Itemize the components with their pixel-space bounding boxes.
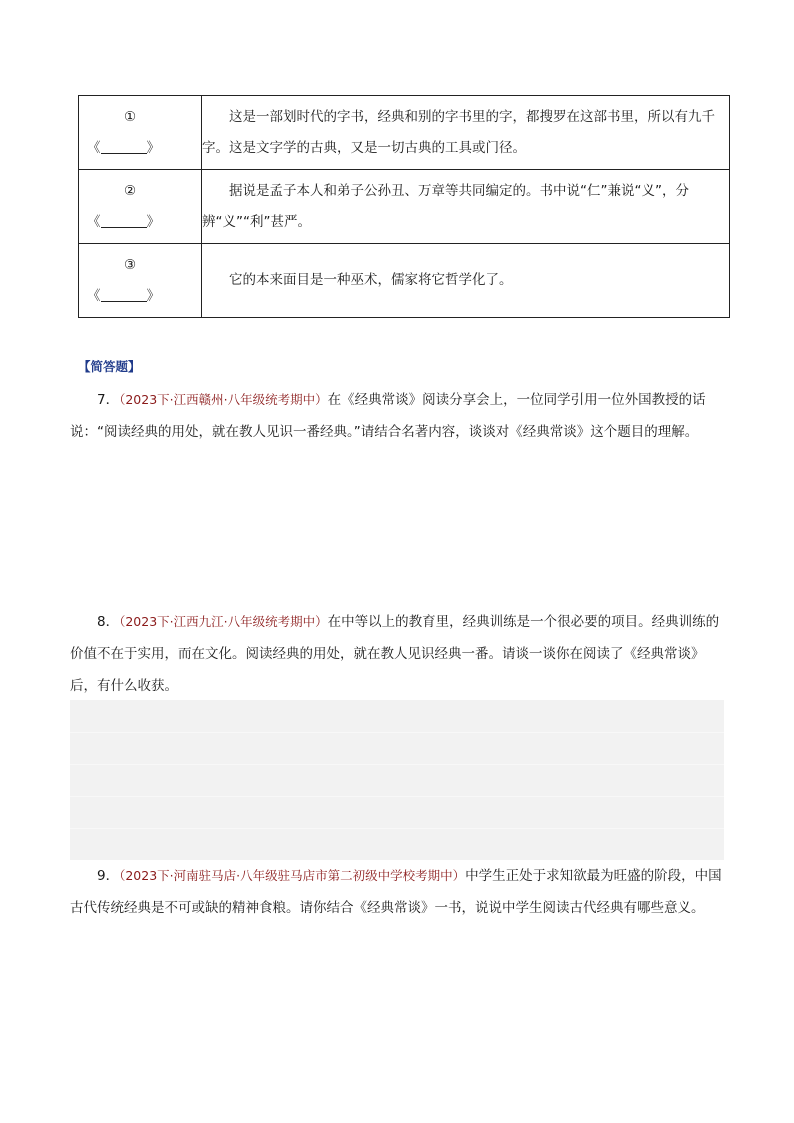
question-number: 7．	[97, 392, 120, 408]
blank-cell	[79, 96, 202, 170]
question-source: （2023下·江西九江·八年级统考期中）	[119, 614, 328, 629]
book-description: 据说是孟子本人和弟子公孙丑、万章等共同编定的。书中说“仁”兼说“义”，分辨“义”“利”甚严。	[202, 182, 689, 230]
table-row	[79, 244, 730, 318]
table-row	[79, 96, 730, 170]
question-text: 中学生正处于求知欲最为旺盛的阶段，中国古代传统经典是不可或缺的精神食粮。请你结合《经典常谈》一书，说说中学生阅读古代经典有哪些意义。	[70, 868, 722, 916]
book-description: 这是一部划时代的字书，经典和别的字书里的字，都搜罗在这部书里，所以有九千字。这是文字学的古典，又是一切古典的工具或门径。	[202, 108, 715, 156]
question-source: （2023下·江西赣州·八年级统考期中）	[119, 392, 328, 407]
blank-cell	[79, 244, 202, 318]
description-cell	[202, 96, 730, 170]
section-heading: 【简答题】	[78, 359, 141, 374]
question-text: 在中等以上的教育里，经典训练是一个很必要的项目。经典训练的价值不在于实用，而在文化。阅读经典的用处，就在教人见识经典一番。请谈一谈你在阅读了《经典常谈》后，有什么收获。	[70, 614, 720, 694]
title-blank[interactable]: 《 》	[87, 139, 160, 156]
question-source: （2023下·河南驻马店·八年级驻马店市第二初级中学校考期中）	[119, 868, 466, 883]
question-number: 8．	[97, 614, 120, 630]
question-7	[70, 384, 724, 448]
blank-line	[101, 287, 147, 302]
question-9	[70, 860, 724, 924]
item-number: ③	[123, 256, 137, 273]
book-description: 它的本来面目是一种巫术，儒家将它哲学化了。	[229, 272, 513, 288]
question-8	[70, 606, 724, 702]
description-cell	[202, 244, 730, 318]
item-number: ①	[123, 108, 137, 125]
answer-line	[70, 796, 724, 797]
book-matching-table	[78, 95, 730, 318]
answer-line	[70, 764, 724, 765]
table-row	[79, 170, 730, 244]
item-number: ②	[123, 182, 137, 199]
blank-cell	[79, 170, 202, 244]
question-text: 在《经典常谈》阅读分享会上，一位同学引用一位外国教授的话说：“阅读经典的用处，就在教人见识一番经典。”请结合名著内容，谈谈对《经典常谈》这个题目的理解。	[70, 392, 706, 440]
question-number: 9．	[97, 868, 120, 884]
title-blank[interactable]: 《 》	[87, 287, 160, 304]
blank-line	[101, 139, 147, 154]
blank-line	[101, 213, 147, 228]
title-blank[interactable]: 《 》	[87, 213, 160, 230]
answer-line	[70, 732, 724, 733]
answer-line	[70, 828, 724, 829]
answer-area[interactable]	[70, 700, 724, 860]
description-cell	[202, 170, 730, 244]
